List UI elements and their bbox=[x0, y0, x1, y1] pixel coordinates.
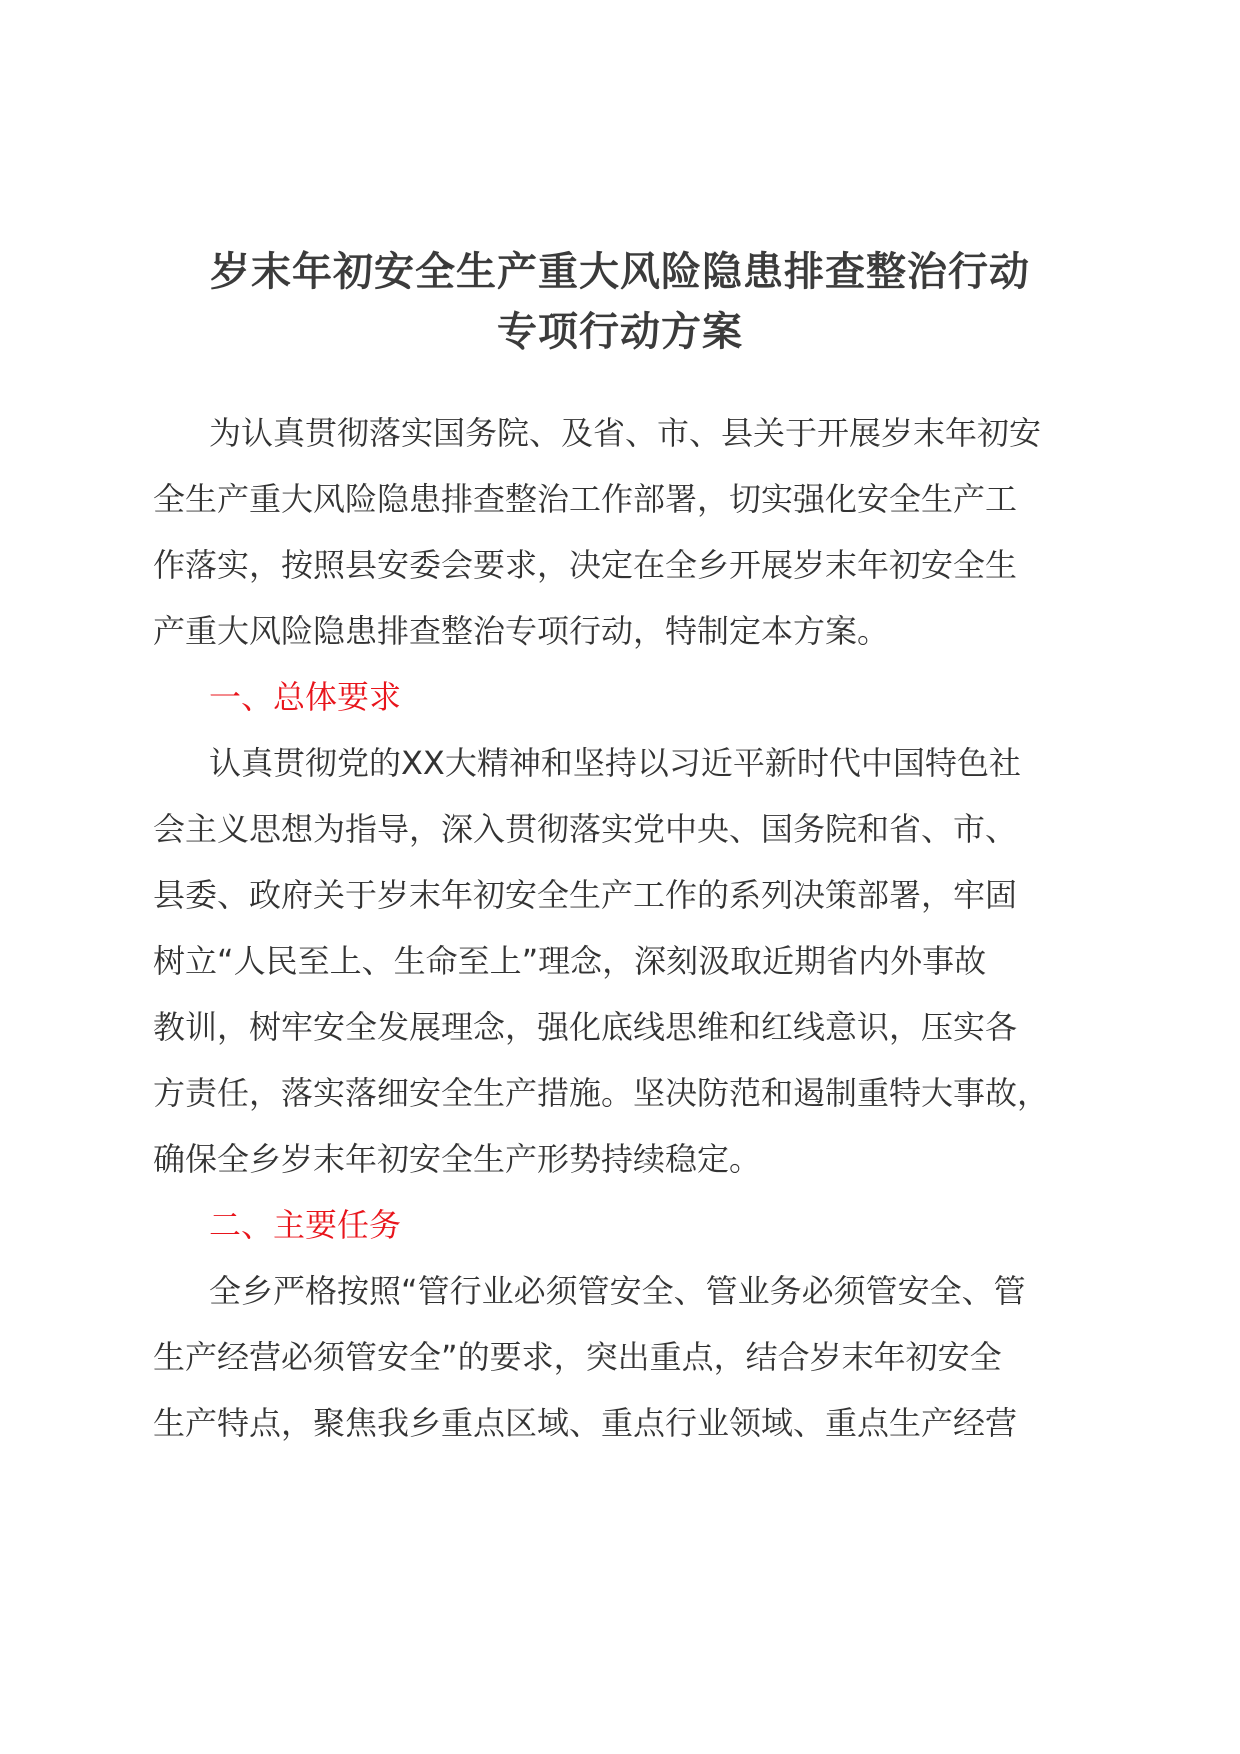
section1-line-4: 树立“人民至上、生命至上”理念，深刻汲取近期省内外事故 bbox=[153, 942, 987, 980]
intro-line-1: 为认真贯彻落实国务院、及省、市、县关于开展岁末年初安 bbox=[209, 414, 1042, 452]
section1-line-5: 教训，树牢安全发展理念，强化底线思维和红线意识，压实各 bbox=[153, 1008, 1018, 1046]
section1-line-3: 县委、政府关于岁末年初安全生产工作的系列决策部署，牢固 bbox=[153, 876, 1018, 914]
section1-paragraph bbox=[153, 730, 1093, 1192]
intro-line-3: 作落实，按照县安委会要求，决定在全乡开展岁末年初安全生 bbox=[153, 546, 1018, 584]
intro-paragraph bbox=[153, 400, 1093, 664]
section1-line-1: 认真贯彻党的XX大精神和坚持以习近平新时代中国特色社 bbox=[209, 744, 1021, 782]
section2-line-1: 全乡严格按照“管行业必须管安全、管业务必须管安全、管 bbox=[209, 1272, 1026, 1310]
section-heading-main-tasks: 二、主要任务 bbox=[209, 1206, 402, 1244]
section2-paragraph bbox=[153, 1258, 1093, 1456]
section2-line-2: 生产经营必须管安全”的要求，突出重点，结合岁末年初安全 bbox=[153, 1338, 1002, 1376]
section-heading-overall-requirements: 一、总体要求 bbox=[209, 678, 402, 716]
section1-line-7: 确保全乡岁末年初安全生产形势持续稳定。 bbox=[153, 1140, 762, 1178]
intro-line-2: 全生产重大风险隐患排查整治工作部署，切实强化安全生产工 bbox=[153, 480, 1018, 518]
document-title bbox=[140, 242, 1100, 362]
document-body bbox=[153, 400, 1093, 1456]
title-line-2: 专项行动方案 bbox=[497, 309, 743, 355]
intro-line-4: 产重大风险隐患排查整治专项行动，特制定本方案。 bbox=[153, 612, 890, 650]
title-line-1: 岁末年初安全生产重大风险隐患排查整治行动 bbox=[210, 249, 1030, 295]
section1-line-2: 会主义思想为指导，深入贯彻落实党中央、国务院和省、市、 bbox=[153, 810, 1018, 848]
section2-line-3: 生产特点，聚焦我乡重点区域、重点行业领域、重点生产经营 bbox=[153, 1404, 1018, 1442]
section1-line-6: 方责任，落实落细安全生产措施。坚决防范和遏制重特大事故， bbox=[153, 1074, 1050, 1112]
